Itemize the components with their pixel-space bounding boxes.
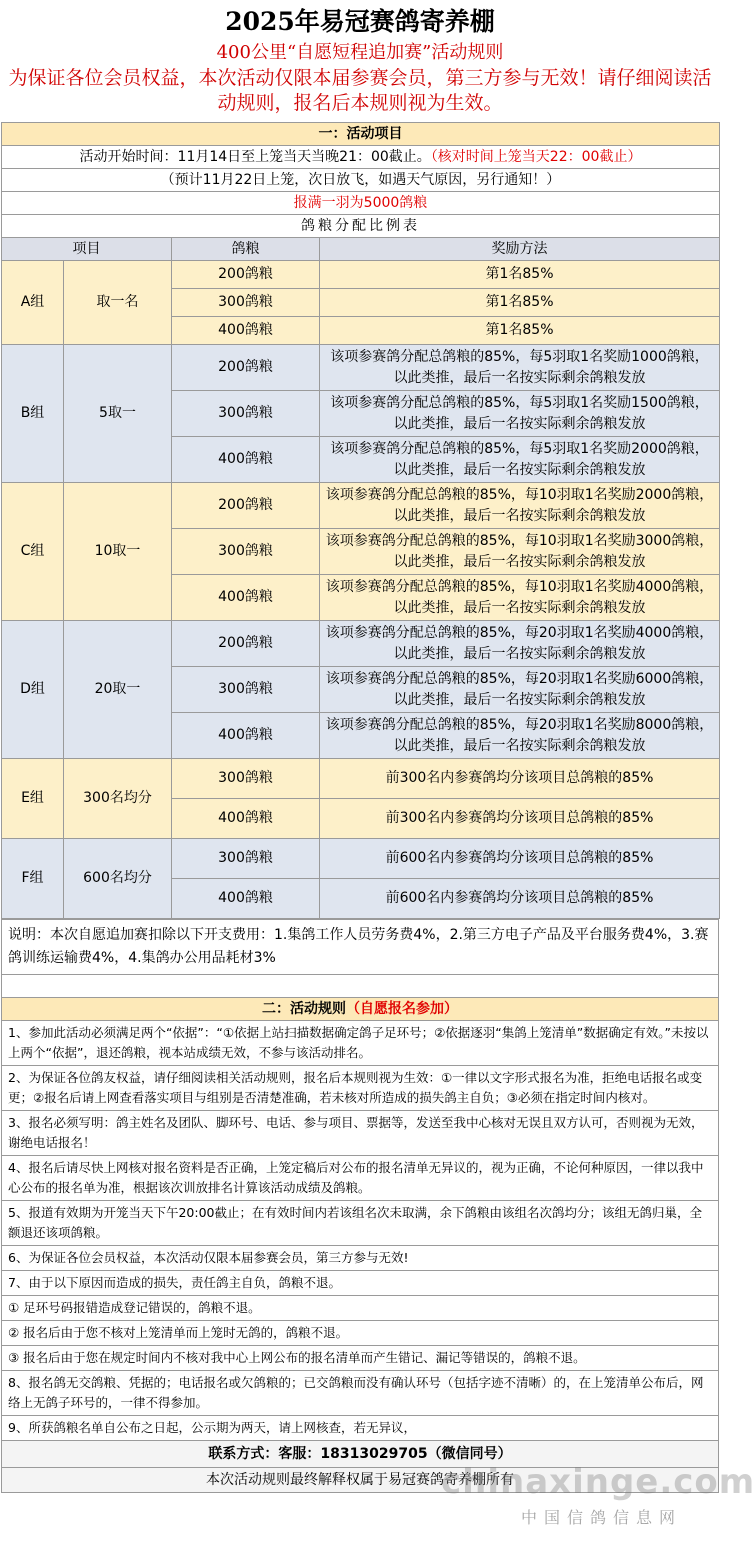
table-row (2, 345, 720, 391)
table-row (2, 759, 720, 799)
award-method: 前300名内参赛鸽均分该项目总鸽粮的85% (320, 759, 720, 799)
page-subtitle: 400公里“自愿短程追加赛”活动规则 (216, 42, 504, 63)
award-method: 该项参赛鸽分配总鸽粮的85%，每5羽取1名奖励2000鸽粮，以此类推，最后一名按实际剩余鸽粮发放 (320, 437, 720, 483)
group-amount: 200鸽粮 (172, 261, 320, 289)
group-name: E组 (2, 759, 64, 839)
award-method: 该项参赛鸽分配总鸽粮的85%，每5羽取1名奖励1000鸽粮，以此类推，最后一名按实际剩余鸽粮发放 (320, 345, 720, 391)
award-method: 第1名85% (320, 317, 720, 345)
rule-item: 4、报名后请尽快上网核对报名资料是否正确，上笼定稿后对公布的报名清单无异议的，视为正确，不论何种原因，一律以我中心公布的报名单为准，根据该次训放排名计算该活动成绩及鸽粮。 (2, 1156, 719, 1201)
group-amount: 200鸽粮 (172, 621, 320, 667)
watermark-site-name: 中国信鸽信息网 (521, 1508, 683, 1527)
fee-note: 说明：本次自愿追加赛扣除以下开支费用：1.集鸽工作人员劳务费4%，2.第三方电子产品及平台服务费4%，3.赛鸽训练运输费4%，4.集鸽办公用品耗材3% (2, 920, 719, 975)
group-amount: 400鸽粮 (172, 713, 320, 759)
table-header-row (2, 238, 720, 261)
watermark-logo: chinaxinge.com (441, 1462, 755, 1502)
start-time-text: 活动开始时间：11月14日至上笼当天当晚21：00截止。 (79, 148, 431, 165)
group-amount: 400鸽粮 (172, 799, 320, 839)
rule-item: ③ 报名后由于您在规定时间内不核对我中心上网公布的报名清单而产生错记、漏记等错误的，鸽粮不退。 (2, 1346, 719, 1371)
full-limit: 报满一羽为5000鸽粮 (2, 192, 720, 215)
award-method: 该项参赛鸽分配总鸽粮的85%，每10羽取1名奖励2000鸽粮，以此类推，最后一名按实际剩余鸽粮发放 (320, 483, 720, 529)
membership-warning: 为保证各位会员权益，本次活动仅限本届参赛会员，第三方参与无效！请仔细阅读活动规则，报名后本规则视为生效。 (8, 67, 712, 114)
group-amount: 200鸽粮 (172, 483, 320, 529)
group-amount: 400鸽粮 (172, 879, 320, 919)
group-amount: 300鸽粮 (172, 391, 320, 437)
group-type: 300名均分 (64, 759, 172, 839)
group-type: 取一名 (64, 261, 172, 345)
award-method: 该项参赛鸽分配总鸽粮的85%，每10羽取1名奖励4000鸽粮，以此类推，最后一名按实际剩余鸽粮发放 (320, 575, 720, 621)
group-amount: 200鸽粮 (172, 345, 320, 391)
rule-item: ① 足环号码报错造成登记错误的，鸽粮不退。 (2, 1296, 719, 1321)
rules-table (1, 919, 719, 1493)
table-row (2, 483, 720, 529)
group-name: B组 (2, 345, 64, 483)
group-amount: 300鸽粮 (172, 529, 320, 575)
section-1-title: 一：活动项目 (2, 123, 720, 146)
group-amount: 400鸽粮 (172, 317, 320, 345)
rule-item: ② 报名后由于您不核对上笼清单而上笼时无鸽的，鸽粮不退。 (2, 1321, 719, 1346)
award-method: 该项参赛鸽分配总鸽粮的85%，每10羽取1名奖励3000鸽粮，以此类推，最后一名按实际剩余鸽粮发放 (320, 529, 720, 575)
rule-item: 7、由于以下原因而造成的损失，责任鸽主自负，鸽粮不退。 (2, 1271, 719, 1296)
group-amount: 300鸽粮 (172, 839, 320, 879)
group-name: D组 (2, 621, 64, 759)
table-row (2, 839, 720, 879)
page-title: 2025年易冠赛鸽寄养棚 (225, 7, 495, 36)
rule-item: 6、为保证各位会员权益，本次活动仅限本届参赛会员，第三方参与无效! (2, 1246, 719, 1271)
schedule-note: （预计11月22日上笼，次日放飞，如遇天气原因，另行通知！） (2, 169, 720, 192)
group-type: 20取一 (64, 621, 172, 759)
rule-item: 5、报道有效期为开笼当天下午20:00截止；在有效时间内若该组名次未取满，余下鸽粮由该组名次鸽均分；该组无鸽归巢，全额退还该项鸽粮。 (2, 1201, 719, 1246)
header-method: 奖励方法 (320, 238, 720, 261)
table-title: 鸽粮分配比例表 (2, 215, 720, 238)
rule-item: 9、所获鸽粮名单自公布之日起，公示期为两天，请上网核查，若无异议， (2, 1416, 719, 1441)
group-name: C组 (2, 483, 64, 621)
group-name: F组 (2, 839, 64, 919)
award-method: 前600名内参赛鸽均分该项目总鸽粮的85% (320, 839, 720, 879)
footer-note: 本次活动规则最终解释权属于易冠赛鸽寄养棚所有 (2, 1468, 719, 1493)
group-type: 600名均分 (64, 839, 172, 919)
header-amount: 鸽粮 (172, 238, 320, 261)
group-amount: 400鸽粮 (172, 437, 320, 483)
check-time-text: （核对时间上笼当天22：00截止） (430, 148, 642, 165)
rules-page (1, 0, 755, 1527)
start-time (2, 146, 720, 169)
rule-item: 1、参加此活动必须满足两个“依据”：“①依据上站扫描数据确定鸽子足环号；②依据逐羽“集鸽上笼清单”数据确定有效。”未按以上两个“依据”，退还鸽粮，视本站成绩无效，不参与该活动排名。 (2, 1021, 719, 1066)
group-name: A组 (2, 261, 64, 345)
group-type: 5取一 (64, 345, 172, 483)
table-row (2, 621, 720, 667)
activity-table (1, 122, 720, 919)
award-method: 第1名85% (320, 289, 720, 317)
rule-item: 2、为保证各位鸽友权益，请仔细阅读相关活动规则，报名后本规则视为生效：①一律以文字形式报名为准，拒绝电话报名或变更；②报名后请上网查看落实项目与组别是否清楚准确，若未核对所造成的损失鸽主自负；③必须在指定时间内核对。 (2, 1066, 719, 1111)
award-method: 第1名85% (320, 261, 720, 289)
table-row (2, 261, 720, 289)
award-method: 前600名内参赛鸽均分该项目总鸽粮的85% (320, 879, 720, 919)
group-amount: 400鸽粮 (172, 575, 320, 621)
rule-item: 3、报名必须写明：鸽主姓名及团队、脚环号、电话、参与项目、票据等，发送至我中心核对无误且双方认可，否则视为无效，谢绝电话报名！ (2, 1111, 719, 1156)
award-method: 该项参赛鸽分配总鸽粮的85%，每5羽取1名奖励1500鸽粮，以此类推，最后一名按实际剩余鸽粮发放 (320, 391, 720, 437)
contact-info: 联系方式：客服：18313029705（微信同号） (2, 1441, 719, 1468)
rule-item: 8、报名鸽无交鸽粮、凭据的；电话报名或欠鸽粮的；已交鸽粮而没有确认环号（包括字迹不清晰）的，在上笼清单公布后，网络上无鸽子环号的，一律不得参加。 (2, 1371, 719, 1416)
spacer-row (2, 975, 719, 998)
group-amount: 300鸽粮 (172, 289, 320, 317)
group-amount: 300鸽粮 (172, 759, 320, 799)
award-method: 该项参赛鸽分配总鸽粮的85%，每20羽取1名奖励4000鸽粮，以此类推，最后一名按实际剩余鸽粮发放 (320, 621, 720, 667)
group-type: 10取一 (64, 483, 172, 621)
header-project: 项目 (2, 238, 172, 261)
award-method: 该项参赛鸽分配总鸽粮的85%，每20羽取1名奖励8000鸽粮，以此类推，最后一名按实际剩余鸽粮发放 (320, 713, 720, 759)
section-2-title: 二：活动规则（自愿报名参加） (2, 998, 719, 1021)
group-amount: 300鸽粮 (172, 667, 320, 713)
award-method: 前300名内参赛鸽均分该项目总鸽粮的85% (320, 799, 720, 839)
award-method: 该项参赛鸽分配总鸽粮的85%，每20羽取1名奖励6000鸽粮，以此类推，最后一名按实际剩余鸽粮发放 (320, 667, 720, 713)
